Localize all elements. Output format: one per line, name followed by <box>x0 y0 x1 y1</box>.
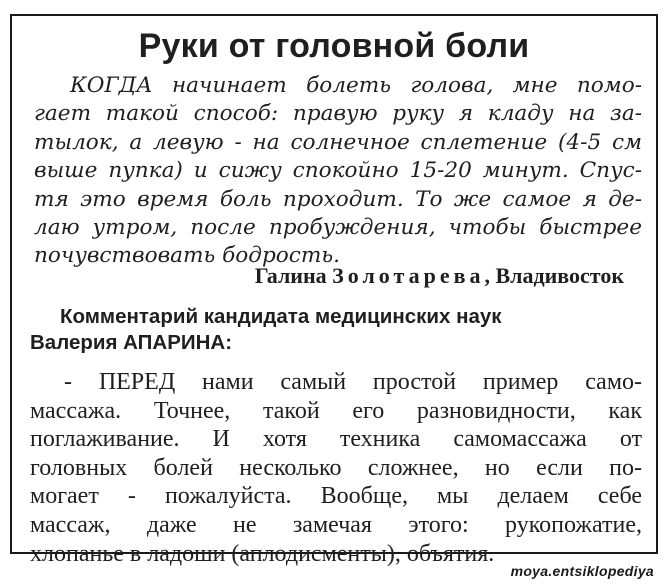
comment-heading <box>30 304 644 356</box>
letter-line: тылок, а левую - на солнечное сплетение (4-5 см <box>34 129 642 155</box>
comment-heading-line: Комментарий кандидата медицинских наук <box>60 305 502 328</box>
comment-line: поглаживание. И хотя техника самомассажа от <box>30 426 642 453</box>
signature-first-name: Галина <box>254 263 327 288</box>
letter-line: КОГДА начинает болеть голова, мне помо- <box>70 73 642 98</box>
letter-line: почувствовать бодрость. <box>34 243 340 269</box>
letter-signature <box>255 262 624 290</box>
site-watermark: moya.entsiklopediya <box>510 563 654 579</box>
expert-comment <box>30 368 642 568</box>
letter-line: лаю утром, после пробуждения, чтобы быстрее <box>34 215 642 241</box>
article-title: Руки от головной боли <box>138 27 530 65</box>
reader-letter <box>34 72 642 271</box>
comment-line: массажа. Точнее, такой его разновидности, как <box>30 397 642 424</box>
signature-city: , Владивосток <box>484 263 624 288</box>
newspaper-clipping <box>10 14 658 567</box>
comment-heading-line: Валерия АПАРИНА: <box>30 331 233 354</box>
letter-line: тя это время боль проходит. То же самое я де- <box>34 186 642 212</box>
signature-surname: Золотарева <box>332 263 485 288</box>
letter-line: гает такой способ: правую руку я кладу на за- <box>34 101 642 127</box>
comment-line: - ПЕРЕД нами самый простой пример само- <box>64 369 642 395</box>
comment-line: хлопанье в ладоши (аплодисменты), объятия. <box>30 540 495 567</box>
comment-line: могает - пожалуйста. Вообще, мы делаем себе <box>30 483 642 510</box>
letter-line: выше пупка) и сижу спокойно 15-20 минут. Спус- <box>34 158 642 184</box>
comment-line: головных болей несколько сложнее, но если по- <box>30 454 642 481</box>
comment-line: массаж, даже не замечая этого: рукопожатие, <box>30 511 642 538</box>
